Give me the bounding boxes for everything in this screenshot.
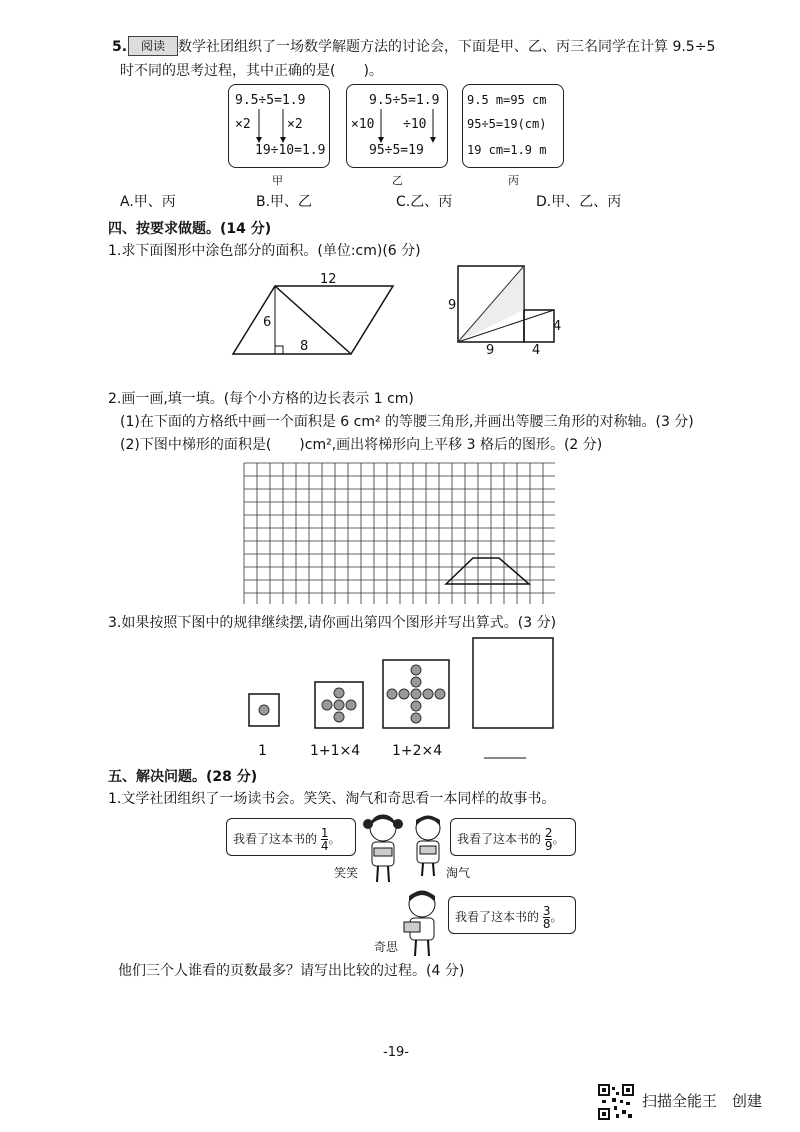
pattern-dot [399,689,409,699]
jia-m2: ×2 [287,117,303,132]
name-qisi: 奇思 [374,940,399,954]
pattern-dot [411,713,421,723]
option-c: C.乙、丙 [396,194,453,210]
fig1-top-label: 12 [320,272,337,287]
s4-q2: 2.画一画,填一填。(每个小方格的边长表示 1 cm) [108,391,414,407]
bubble-xiaoxiao: 我看了这本书的 $\frac{1}{4}$ 。 [226,818,356,856]
section5-heading: 五、解决问题。(28 分) [108,769,258,785]
s4-q1: 1.求下面图形中涂色部分的面积。(单位:cm)(6 分) [108,243,421,259]
pattern-dot [411,689,421,699]
fig2-side-label: 9 [448,298,457,313]
pattern-dot [411,677,421,687]
q5-line1: 数学社团组织了一场数学解题方法的讨论会，下面是甲、乙、丙三名同学在计算 9.5÷5 [178,39,716,55]
pattern-dot [411,701,421,711]
name-taoqi: 淘气 [446,866,471,880]
pattern-dot [334,712,344,722]
fig1-height-label: 6 [263,315,272,330]
s4-q3: 3.如果按照下图中的规律继续摆,请你画出第四个图形并写出算式。(3 分) [108,615,557,631]
q5-number: 5. [112,39,128,55]
pattern-dot [411,665,421,675]
qr-code-icon [598,1084,634,1120]
fig1-base-label: 8 [300,339,309,354]
bubble-text-taoqi: 我看了这本书的 [457,832,542,846]
pattern-dot [259,705,269,715]
jia-m1: ×2 [235,117,251,132]
option-d: D.甲、乙、丙 [536,194,622,210]
jia-bottom: 19÷10=1.9 [255,143,326,158]
pattern-dot [435,689,445,699]
squares-figure [450,264,560,344]
yi-bottom: 95÷5=19 [369,143,424,158]
pattern-dot [346,700,356,710]
option-a: A.甲、丙 [120,194,176,210]
bubble-text-qisi: 我看了这本书的 [455,910,540,924]
pattern-dot [334,700,344,710]
fraction-qisi: $\frac{3}{8}$ [542,904,551,931]
girl-xiaoxiao-illustration [360,812,406,886]
bing-l2: 95÷5=19(cm) [467,117,547,131]
q5-line2: 时不同的思考过程，其中正确的是( )。 [120,63,383,79]
boy-taoqi-illustration [408,812,448,878]
yi-label: 乙 [392,174,403,187]
jia-top: 9.5÷5=1.9 [235,93,306,108]
bing-l3: 19 cm=1.9 m [467,143,547,157]
fig2-b2-label: 4 [532,343,541,358]
stamp-mark: 阅读 [128,36,178,56]
scanner-watermark: 扫描全能王 创建 [642,1092,763,1110]
s5-q1: 1.文学社团组织了一场读书会。笑笑、淘气和奇思看一本同样的故事书。 [108,791,556,807]
pattern-dot [322,700,332,710]
section4-heading: 四、按要求做题。(14 分) [108,221,272,237]
jia-label: 甲 [272,174,283,187]
pattern-dot [387,689,397,699]
box-bing [462,84,564,168]
pattern-figures [245,636,560,736]
pattern-dot [423,689,433,699]
name-xiaoxiao: 笑笑 [334,866,359,880]
yi-arrows [347,85,447,167]
s4-q2b: (2)下图中梯形的面积是( )cm²,画出将梯形向上平移 3 格后的图形。(2 分) [120,437,603,453]
pattern-label-4: ______ [484,743,526,759]
bubble-text-xiaoxiao: 我看了这本书的 [233,832,318,846]
fraction-xiaoxiao: $\frac{1}{4}$ [320,826,329,853]
yi-m1: ×10 [351,117,375,132]
boy-qisi-illustration [400,888,444,958]
pattern-dot [334,688,344,698]
pattern-label-2: 1+1×4 [310,743,361,759]
fraction-taoqi: $\frac{2}{9}$ [544,826,553,853]
page-number: -19- [383,1045,409,1060]
box-yi [346,84,448,168]
option-b: B.甲、乙 [256,194,313,210]
grid-paper [243,462,555,604]
bubble-qisi: 我看了这本书的 $\frac{3}{8}$ 。 [448,896,576,934]
yi-top: 9.5÷5=1.9 [369,93,440,108]
parallelogram-figure [225,268,405,360]
fig2-b1-label: 9 [486,343,495,358]
pattern-label-1: 1 [258,743,267,759]
bing-label: 丙 [508,174,519,187]
s4-q2a: (1)在下面的方格纸中画一个面积是 6 cm² 的等腰三角形,并画出等腰三角形的对称轴。(3 分) [120,414,694,430]
s5-question: 他们三个人谁看的页数最多？请写出比较的过程。(4 分) [118,963,465,979]
jia-arrows [229,85,329,167]
fig2-r-label: 4 [553,319,562,334]
bing-l1: 9.5 m=95 cm [467,93,547,107]
box-jia [228,84,330,168]
yi-m2: ÷10 [403,117,427,132]
bubble-taoqi: 我看了这本书的 $\frac{2}{9}$ 。 [450,818,576,856]
pattern-label-3: 1+2×4 [392,743,443,759]
